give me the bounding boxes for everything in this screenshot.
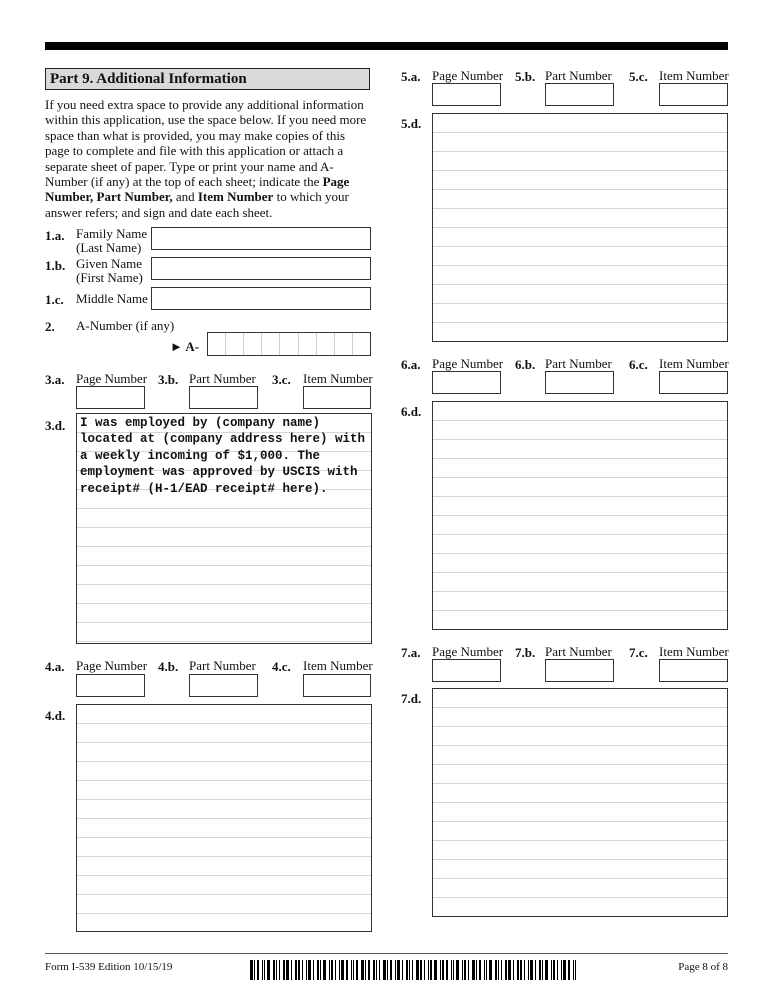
barcode-bar xyxy=(339,960,340,980)
item-5b-number: 5.b. xyxy=(515,69,536,84)
barcode-bar xyxy=(520,960,522,980)
barcode-bar xyxy=(424,960,425,980)
barcode-bar xyxy=(573,960,574,980)
barcode-bar xyxy=(323,960,326,980)
barcode-bar xyxy=(331,960,333,980)
item-5d-number: 5.d. xyxy=(401,116,422,131)
barcode xyxy=(250,960,580,980)
item-3b-label: Part Number xyxy=(189,371,256,386)
barcode-bar xyxy=(373,960,375,980)
footer-rule xyxy=(45,953,728,954)
item-6c-label: Item Number xyxy=(659,356,729,371)
item-1b-number: 1.b. xyxy=(45,258,66,273)
barcode-bar xyxy=(302,960,303,980)
barcode-bar xyxy=(524,960,525,980)
item-7c-number: 7.c. xyxy=(629,645,648,660)
form-edition: Form I-539 Edition 10/15/19 xyxy=(45,961,173,973)
barcode-bar xyxy=(306,960,307,980)
item-3c-item-input[interactable] xyxy=(303,386,371,409)
item-4b-part-input[interactable] xyxy=(189,674,258,697)
item-6b-number: 6.b. xyxy=(515,357,536,372)
barcode-bar xyxy=(390,960,392,980)
item-6d-textarea[interactable] xyxy=(432,401,728,630)
page-indicator: Page 8 of 8 xyxy=(678,961,728,973)
barcode-bar xyxy=(505,960,507,980)
item-3b-part-input[interactable] xyxy=(189,386,258,409)
item-2-number: 2. xyxy=(45,319,55,334)
item-5c-item-input[interactable] xyxy=(659,83,728,106)
item-6c-item-input[interactable] xyxy=(659,371,728,394)
barcode-bar xyxy=(295,960,297,980)
barcode-bar xyxy=(276,960,277,980)
barcode-bar xyxy=(528,960,529,980)
barcode-bar xyxy=(430,960,432,980)
barcode-bar xyxy=(308,960,311,980)
barcode-bar xyxy=(286,960,289,980)
middle-name-input[interactable] xyxy=(151,287,371,310)
barcode-bar xyxy=(495,960,497,980)
item-1c-number: 1.c. xyxy=(45,292,64,307)
barcode-bar xyxy=(530,960,533,980)
a-number-prefix: ► A- xyxy=(170,339,200,354)
barcode-bar xyxy=(346,960,348,980)
item-3c-number: 3.c. xyxy=(272,372,291,387)
barcode-bar xyxy=(513,960,514,980)
barcode-bar xyxy=(542,960,543,980)
item-5b-label: Part Number xyxy=(545,68,612,83)
barcode-bar xyxy=(395,960,396,980)
barcode-bar xyxy=(486,960,487,980)
barcode-bar xyxy=(517,960,519,980)
barcode-bar xyxy=(409,960,410,980)
item-7c-label: Item Number xyxy=(659,644,729,659)
item-6c-number: 6.c. xyxy=(629,357,648,372)
barcode-bar xyxy=(406,960,408,980)
barcode-bar xyxy=(262,960,263,980)
barcode-bar xyxy=(545,960,548,980)
item-4b-label: Part Number xyxy=(189,658,256,673)
barcode-bar xyxy=(356,960,358,980)
barcode-bar xyxy=(446,960,448,980)
barcode-bar xyxy=(557,960,558,980)
barcode-bar xyxy=(313,960,314,980)
a-number-label: A-Number (if any) xyxy=(76,318,175,333)
barcode-bar xyxy=(453,960,454,980)
barcode-bar xyxy=(361,960,364,980)
barcode-bar xyxy=(351,960,352,980)
barcode-bar xyxy=(476,960,477,980)
barcode-bar xyxy=(283,960,285,980)
barcode-bar xyxy=(535,960,536,980)
given-name-label: Given Name (First Name) xyxy=(76,256,143,285)
family-name-label: Family Name (Last Name) xyxy=(76,226,148,255)
barcode-bar xyxy=(561,960,562,980)
barcode-bar xyxy=(563,960,566,980)
barcode-bar xyxy=(387,960,388,980)
item-3c-label: Item Number xyxy=(303,371,373,386)
barcode-bar xyxy=(440,960,441,980)
top-rule xyxy=(45,42,728,50)
barcode-bar xyxy=(434,960,437,980)
barcode-bar xyxy=(553,960,555,980)
barcode-bar xyxy=(442,960,444,980)
barcode-bar xyxy=(412,960,413,980)
item-6b-part-input[interactable] xyxy=(545,371,614,394)
item-3b-number: 3.b. xyxy=(158,372,179,387)
barcode-bar xyxy=(416,960,419,980)
item-5a-page-input[interactable] xyxy=(432,83,501,106)
item-4a-number: 4.a. xyxy=(45,659,65,674)
barcode-bar xyxy=(291,960,292,980)
item-3a-label: Page Number xyxy=(76,371,148,386)
item-4d-textarea[interactable] xyxy=(76,704,372,932)
item-5c-label: Item Number xyxy=(659,68,729,83)
item-7b-number: 7.b. xyxy=(515,645,536,660)
instructions: If you need extra space to provide any additional information within this application, use the space below. If you need more space than what is provided, you may make copies of this page to complete and file with this application or attach a separate sheet of paper. Type or print your name and A-Number (if any) at the top of each sheet; indicate the Page Number, Part Number, and Item Number to which your answer refers; and sign and date each sheet. xyxy=(45,97,367,220)
barcode-bar xyxy=(264,960,265,980)
given-name-input[interactable] xyxy=(151,257,371,280)
item-5a-label: Page Number xyxy=(432,68,504,83)
item-4c-label: Item Number xyxy=(303,658,373,673)
barcode-bar xyxy=(498,960,499,980)
barcode-bar xyxy=(341,960,344,980)
a-number-input[interactable] xyxy=(207,332,371,356)
barcode-bar xyxy=(501,960,502,980)
barcode-bar xyxy=(462,960,463,980)
item-6a-number: 6.a. xyxy=(401,357,421,372)
barcode-bar xyxy=(428,960,429,980)
barcode-bar xyxy=(484,960,485,980)
part-9-header: Part 9. Additional Information xyxy=(45,68,370,90)
barcode-bar xyxy=(420,960,422,980)
barcode-bar xyxy=(250,960,253,980)
barcode-bar xyxy=(568,960,570,980)
family-name-input[interactable] xyxy=(151,227,371,250)
item-7d-textarea[interactable] xyxy=(432,688,728,917)
item-6b-label: Part Number xyxy=(545,356,612,371)
item-5d-textarea[interactable] xyxy=(432,113,728,342)
item-1a-number: 1.a. xyxy=(45,228,65,243)
item-4d-number: 4.d. xyxy=(45,708,66,723)
item-7a-page-input[interactable] xyxy=(432,659,501,682)
barcode-bar xyxy=(539,960,541,980)
barcode-bar xyxy=(479,960,481,980)
item-4b-number: 4.b. xyxy=(158,659,179,674)
barcode-bar xyxy=(353,960,354,980)
barcode-bar xyxy=(464,960,466,980)
item-4a-label: Page Number xyxy=(76,658,148,673)
item-7a-label: Page Number xyxy=(432,644,504,659)
barcode-bar xyxy=(279,960,280,980)
barcode-bar xyxy=(468,960,469,980)
item-6a-page-input[interactable] xyxy=(432,371,501,394)
item-3a-page-input[interactable] xyxy=(76,386,145,409)
item-3a-number: 3.a. xyxy=(45,372,65,387)
barcode-bar xyxy=(317,960,319,980)
item-7b-label: Part Number xyxy=(545,644,612,659)
item-6d-number: 6.d. xyxy=(401,404,422,419)
barcode-bar xyxy=(267,960,270,980)
barcode-bar xyxy=(254,960,255,980)
item-4c-number: 4.c. xyxy=(272,659,291,674)
barcode-bar xyxy=(551,960,552,980)
barcode-bar xyxy=(320,960,321,980)
barcode-bar xyxy=(472,960,475,980)
item-6a-label: Page Number xyxy=(432,356,504,371)
barcode-bar xyxy=(368,960,370,980)
middle-name-label: Middle Name xyxy=(76,291,148,306)
item-3d-number: 3.d. xyxy=(45,418,66,433)
barcode-bar xyxy=(365,960,366,980)
barcode-bar xyxy=(257,960,259,980)
barcode-bar xyxy=(575,960,576,980)
barcode-bar xyxy=(329,960,330,980)
barcode-bar xyxy=(298,960,300,980)
item-3d-textarea[interactable]: I was employed by (company name) located at (company address here) with a weekly incoming of $1,000. The employment was approved by USCIS with receipt# (H-1/EAD receipt# here). xyxy=(76,413,372,644)
barcode-bar xyxy=(451,960,452,980)
barcode-bar xyxy=(335,960,336,980)
barcode-bar xyxy=(397,960,400,980)
item-4a-page-input[interactable] xyxy=(76,674,145,697)
barcode-bar xyxy=(383,960,386,980)
item-7d-number: 7.d. xyxy=(401,691,422,706)
item-7b-part-input[interactable] xyxy=(545,659,614,682)
item-7a-number: 7.a. xyxy=(401,645,421,660)
barcode-bar xyxy=(402,960,403,980)
barcode-bar xyxy=(376,960,377,980)
barcode-bar xyxy=(273,960,275,980)
item-5b-part-input[interactable] xyxy=(545,83,614,106)
barcode-bar xyxy=(456,960,459,980)
item-7c-item-input[interactable] xyxy=(659,659,728,682)
barcode-bar xyxy=(489,960,492,980)
item-4c-item-input[interactable] xyxy=(303,674,371,697)
item-5a-number: 5.a. xyxy=(401,69,421,84)
item-5c-number: 5.c. xyxy=(629,69,648,84)
barcode-bar xyxy=(379,960,380,980)
barcode-bar xyxy=(508,960,511,980)
